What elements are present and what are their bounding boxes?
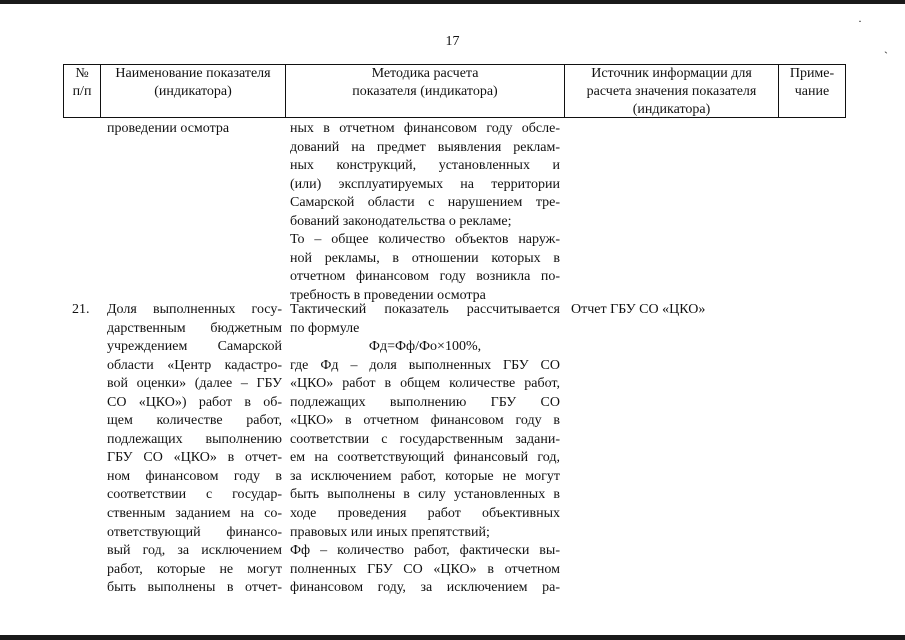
continuation-method-cell: ных в отчетном финансовом году обсле- дований на предмет выявления реклам- ных конструкций, установленных и (или) эксплуатируемых на территории Самарской области с нарушением тре- бований законодательства о рекламе; То – общее количество объектов наруж- ной рекламы, в отношении которых в отчетном финансовом году возникла по- требность в проведении осмотра: [290, 121, 560, 303]
header-source: Источник информации для расчета значения показателя (индикатора): [586, 66, 757, 117]
header-num: № п/п: [72, 66, 92, 99]
continuation-name-cell: проведении осмотра: [107, 121, 230, 136]
row21-source-cell: Отчет ГБУ СО «ЦКО»: [571, 302, 706, 317]
col-divider-right: [845, 64, 846, 118]
row21-method-cell: Тактический показатель рассчитывается по формуле Фд=Фф/Фо×100%, где Фд – доля выполненных ГБУ СО «ЦКО» работ в общем количестве работ, подлежащих выполнению ГБУ СО «ЦКО» в отчетном финансовом году в соответствии с государственным задани- ем на соответствующий финансовый год, за исключением работ, которые не могут быть выполнены в силу установленных в ходе проведения работ объективных правовых или иных препятствий; Фф – количество работ, фактически вы- полненных ГБУ СО «ЦКО» в отчетном финансовом году, за исключением ра-: [290, 302, 560, 596]
row21-number: 21.: [72, 302, 90, 317]
header-method: Методика расчета показателя (индикатора): [352, 66, 498, 99]
header-name: Наименование показателя (индикатора): [115, 66, 271, 99]
row21-name-cell: Доля выполненных госу- дарственным бюджетным учреждением Самарской области «Центр кадастро- вой оценки» (далее – ГБУ СО «ЦКО») работ в об- щем количестве работ, подлежащих выполнению ГБУ СО «ЦКО» в отчет- ном финансовом году в соответствии с государ- ственным заданием на со- ответствующий финансо- вый год, за исключением работ, которые не могут быть выполнены в отчет-: [107, 302, 282, 596]
scan-border-top: [0, 0, 905, 4]
page-number: 17: [445, 34, 460, 49]
header-note: Приме- чание: [789, 66, 835, 99]
scan-mark-dot: ·: [858, 14, 862, 28]
scan-border-bottom: [0, 635, 905, 640]
formula: Фд=Фф/Фо×100%,: [368, 339, 482, 355]
scan-mark-tick: ˏ: [884, 40, 888, 54]
